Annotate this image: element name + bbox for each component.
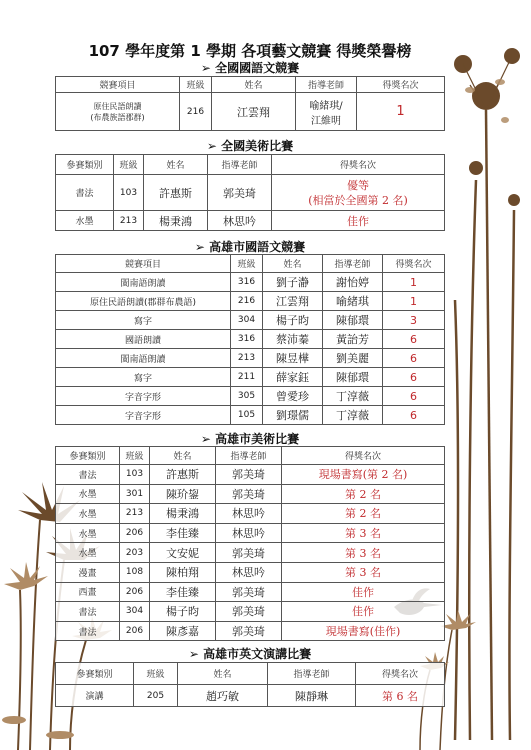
- cell-item: 寫字: [56, 311, 231, 330]
- arrow-marker-icon: ➢: [194, 240, 210, 254]
- cell-class: 206: [120, 621, 150, 641]
- cell-name: 楊子昀: [150, 602, 216, 622]
- cell-item: 水墨: [56, 211, 114, 231]
- cell-name: 江雲翔: [212, 93, 296, 131]
- table-row: [56, 465, 445, 485]
- cell-teacher: 郭美琦: [216, 602, 282, 622]
- cell-item: 閩南語朗讀: [56, 349, 231, 368]
- cell-item: 書法: [56, 602, 120, 622]
- cell-class: 211: [231, 368, 263, 387]
- cell-teacher: 郭美琦: [216, 543, 282, 563]
- col-header: 姓名: [150, 447, 216, 465]
- cell-class: 203: [120, 543, 150, 563]
- table-row: [56, 292, 445, 311]
- cell-name: 陳彥嘉: [150, 621, 216, 641]
- cell-rank: 現場書寫(第 2 名): [282, 465, 445, 485]
- cell-item: 水墨: [56, 543, 120, 563]
- table-national-language: [55, 76, 445, 131]
- arrow-marker-icon: ➢: [200, 432, 216, 446]
- cell-class: 213: [120, 504, 150, 524]
- cell-item: 字音字形: [56, 387, 231, 406]
- table-row: [56, 543, 445, 563]
- cell-item: 原住民語朗讀 (布農族語郡群): [56, 93, 180, 131]
- cell-class: 216: [180, 93, 212, 131]
- col-header: 參賽類別: [56, 155, 114, 175]
- cell-class: 304: [231, 311, 263, 330]
- table-row: [56, 484, 445, 504]
- cell-teacher: 林思吟: [216, 504, 282, 524]
- col-header: 得獎名次: [282, 447, 445, 465]
- cell-class: 206: [120, 523, 150, 543]
- table-kaohsiung-art: [55, 446, 445, 641]
- table-row: [56, 406, 445, 425]
- cell-name: 江雲翔: [263, 292, 323, 311]
- arrow-marker-icon: ➢: [200, 61, 216, 75]
- cell-name: 曾愛珍: [263, 387, 323, 406]
- cell-rank: 佳作: [282, 602, 445, 622]
- cell-rank: 6: [383, 387, 445, 406]
- table-row: [56, 273, 445, 292]
- cell-item: 書法: [56, 175, 114, 211]
- cell-item: 閩南語朗讀: [56, 273, 231, 292]
- cell-rank: 第 3 名: [282, 523, 445, 543]
- cell-item: 字音字形: [56, 406, 231, 425]
- cell-item: 水墨: [56, 504, 120, 524]
- cell-class: 316: [231, 273, 263, 292]
- cell-class: 301: [120, 484, 150, 504]
- cell-class: 304: [120, 602, 150, 622]
- table-row: [56, 562, 445, 582]
- cell-class: 205: [134, 685, 178, 707]
- table-row: [56, 368, 445, 387]
- cell-rank: 第 6 名: [356, 685, 445, 707]
- cell-class: 316: [231, 330, 263, 349]
- cell-name: 許惠斯: [144, 175, 208, 211]
- cell-item: 西畫: [56, 582, 120, 602]
- col-header: 姓名: [144, 155, 208, 175]
- cell-rank: 佳作: [282, 582, 445, 602]
- cell-name: 文安妮: [150, 543, 216, 563]
- col-header: 班級: [134, 663, 178, 685]
- arrow-marker-icon: ➢: [188, 647, 204, 661]
- table-row: [56, 349, 445, 368]
- col-header: 競賽項目: [56, 77, 180, 93]
- cell-teacher: 劉美麗: [323, 349, 383, 368]
- cell-name: 楊秉鴻: [150, 504, 216, 524]
- cell-item: 書法: [56, 465, 120, 485]
- cell-class: 105: [231, 406, 263, 425]
- cell-rank: 6: [383, 368, 445, 387]
- col-header: 姓名: [212, 77, 296, 93]
- cell-class: 108: [120, 562, 150, 582]
- section-title-national-art: ➢ 全國美術比賽: [206, 139, 294, 153]
- col-header: 參賽類別: [56, 663, 134, 685]
- table-row: [56, 602, 445, 622]
- cell-name: 李佳臻: [150, 582, 216, 602]
- section-title-kaohsiung-art: ➢ 高雄市美術比賽: [200, 432, 300, 446]
- col-header: 得獎名次: [357, 77, 445, 93]
- cell-rank: 1: [357, 93, 445, 131]
- col-header: 指導老師: [268, 663, 356, 685]
- col-header: 競賽項目: [56, 255, 231, 273]
- cell-teacher: 林思吟: [216, 562, 282, 582]
- col-header: 姓名: [178, 663, 268, 685]
- cell-class: 103: [120, 465, 150, 485]
- cell-name: 陳柏翔: [150, 562, 216, 582]
- table-kaohsiung-english: [55, 662, 445, 707]
- cell-teacher: 陳靜琳: [268, 685, 356, 707]
- cell-item: 演講: [56, 685, 134, 707]
- cell-teacher: 郭美琦: [216, 465, 282, 485]
- cell-teacher: 郭美琦: [216, 621, 282, 641]
- cell-item: 書法: [56, 621, 120, 641]
- cell-name: 趙巧敏: [178, 685, 268, 707]
- table-national-art: [55, 154, 445, 231]
- cell-teacher: 丁淳薇: [323, 387, 383, 406]
- table-row: [56, 93, 445, 131]
- col-header: 參賽類別: [56, 447, 120, 465]
- cell-rank: 第 2 名: [282, 484, 445, 504]
- table-row: [56, 504, 445, 524]
- cell-rank: 6: [383, 330, 445, 349]
- cell-item: 水墨: [56, 484, 120, 504]
- cell-teacher: 郭美琦: [216, 484, 282, 504]
- section-title-national-language: ➢ 全國國語文競賽: [200, 61, 300, 75]
- cell-rank: 優等 (相當於全國第 2 名): [272, 175, 445, 211]
- table-row: [56, 211, 445, 231]
- table-row: [56, 387, 445, 406]
- cell-name: 劉子瀞: [263, 273, 323, 292]
- col-header: 班級: [114, 155, 144, 175]
- cell-class: 213: [231, 349, 263, 368]
- table-row: [56, 685, 445, 707]
- section-title-kaohsiung-english: ➢ 高雄市英文演講比賽: [188, 647, 312, 661]
- col-header: 姓名: [263, 255, 323, 273]
- col-header: 得獎名次: [383, 255, 445, 273]
- cell-teacher: 黃詒芳: [323, 330, 383, 349]
- table-row: [56, 582, 445, 602]
- cell-teacher: 郭美琦: [216, 582, 282, 602]
- cell-item: 原住民語朗讀(郡群布農語): [56, 292, 231, 311]
- table-row: [56, 523, 445, 543]
- table-row: [56, 330, 445, 349]
- cell-teacher: 林思吟: [216, 523, 282, 543]
- cell-name: 劉璟儒: [263, 406, 323, 425]
- cell-rank: 1: [383, 273, 445, 292]
- cell-rank: 第 3 名: [282, 562, 445, 582]
- cell-class: 103: [114, 175, 144, 211]
- cell-rank: 佳作: [272, 211, 445, 231]
- cell-rank: 6: [383, 406, 445, 425]
- col-header: 指導老師: [323, 255, 383, 273]
- cell-teacher: 陳郁環: [323, 368, 383, 387]
- cell-name: 陳昱樺: [263, 349, 323, 368]
- col-header: 班級: [180, 77, 212, 93]
- cell-name: 許惠斯: [150, 465, 216, 485]
- cell-teacher: 郭美琦: [208, 175, 272, 211]
- cell-name: 李佳臻: [150, 523, 216, 543]
- cell-class: 305: [231, 387, 263, 406]
- cell-rank: 現場書寫(佳作): [282, 621, 445, 641]
- cell-teacher: 喻緒琪/ 江維明: [296, 93, 357, 131]
- cell-teacher: 丁淳薇: [323, 406, 383, 425]
- cell-teacher: 林思吟: [208, 211, 272, 231]
- table-row: [56, 621, 445, 641]
- cell-item: 水墨: [56, 523, 120, 543]
- arrow-marker-icon: ➢: [206, 139, 222, 153]
- cell-rank: 6: [383, 349, 445, 368]
- col-header: 指導老師: [208, 155, 272, 175]
- col-header: 得獎名次: [356, 663, 445, 685]
- cell-item: 漫畫: [56, 562, 120, 582]
- cell-item: 寫字: [56, 368, 231, 387]
- cell-class: 216: [231, 292, 263, 311]
- col-header: 班級: [120, 447, 150, 465]
- section-title-kaohsiung-language: ➢ 高雄市國語文競賽: [194, 240, 306, 254]
- cell-teacher: 喻緒琪: [323, 292, 383, 311]
- col-header: 指導老師: [296, 77, 357, 93]
- cell-rank: 1: [383, 292, 445, 311]
- cell-name: 楊秉鴻: [144, 211, 208, 231]
- table-row: [56, 311, 445, 330]
- cell-class: 206: [120, 582, 150, 602]
- cell-rank: 3: [383, 311, 445, 330]
- col-header: 指導老師: [216, 447, 282, 465]
- table-row: [56, 175, 445, 211]
- cell-name: 薛家鈺: [263, 368, 323, 387]
- cell-name: 陳玠鋆: [150, 484, 216, 504]
- page-title: 107 學年度第 1 學期 各項藝文競賽 得獎榮譽榜: [88, 42, 412, 60]
- cell-rank: 第 3 名: [282, 543, 445, 563]
- table-kaohsiung-language: [55, 254, 445, 425]
- cell-name: 楊子昀: [263, 311, 323, 330]
- cell-teacher: 陳郁環: [323, 311, 383, 330]
- cell-teacher: 謝怡婷: [323, 273, 383, 292]
- cell-rank: 第 2 名: [282, 504, 445, 524]
- cell-item: 國語朗讀: [56, 330, 231, 349]
- cell-name: 蔡沛蓁: [263, 330, 323, 349]
- col-header: 班級: [231, 255, 263, 273]
- col-header: 得獎名次: [272, 155, 445, 175]
- cell-class: 213: [114, 211, 144, 231]
